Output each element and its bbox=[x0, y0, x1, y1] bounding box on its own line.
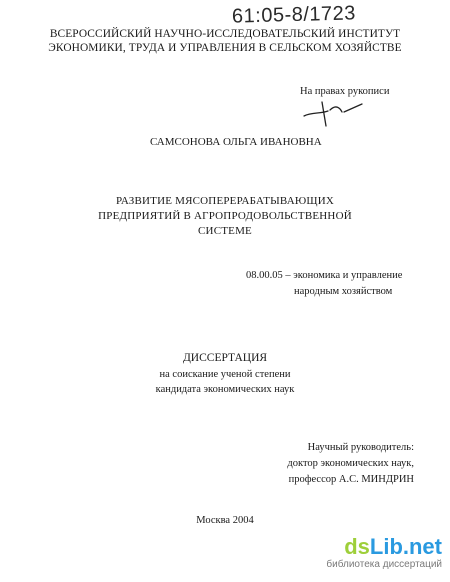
dissertation-heading: ДИССЕРТАЦИЯ bbox=[182, 352, 268, 364]
watermark-subtitle: библиотека диссертаций bbox=[326, 559, 442, 570]
advisor-block bbox=[254, 440, 414, 488]
specialty-line-1: 08.00.05 – экономика и управление bbox=[246, 270, 403, 281]
advisor-line-3: профессор А.С. МИНДРИН bbox=[288, 474, 414, 485]
institute-line-1: ВСЕРОССИЙСКИЙ НАУЧНО-ИССЛЕДОВАТЕЛЬСКИЙ ИНСТИТУТ bbox=[49, 28, 401, 40]
degree-line-1: на соискание ученой степени bbox=[159, 369, 291, 380]
archive-stamp: 61:05-8/1723 bbox=[231, 2, 357, 28]
rights-note: На правах рукописи bbox=[300, 86, 390, 97]
degree-line-2: кандидата экономических наук bbox=[155, 384, 295, 395]
dslib-watermark[interactable] bbox=[292, 535, 442, 570]
watermark-site bbox=[292, 535, 442, 559]
specialty-code bbox=[246, 268, 426, 300]
author-name: САМСОНОВА ОЛЬГА ИВАНОВНА bbox=[150, 136, 322, 148]
advisor-line-1: Научный руководитель: bbox=[307, 442, 414, 453]
dissertation-title bbox=[0, 194, 450, 239]
watermark-site-rest: Lib.net bbox=[369, 534, 442, 559]
watermark-site-prefix: ds bbox=[344, 534, 370, 559]
institute-name bbox=[0, 27, 450, 55]
institute-line-2: ЭКОНОМИКИ, ТРУДА И УПРАВЛЕНИЯ В СЕЛЬСКОМ ХОЗЯЙСТВЕ bbox=[48, 42, 402, 54]
city-year: Москва 2004 bbox=[196, 515, 254, 526]
specialty-line-2: народным хозяйством bbox=[294, 286, 393, 297]
dissertation-block bbox=[0, 352, 450, 397]
title-line-2: ПРЕДПРИЯТИЙ В АГРОПРОДОВОЛЬСТВЕННОЙ bbox=[98, 210, 352, 222]
handwritten-signature bbox=[300, 98, 370, 128]
title-line-1: РАЗВИТИЕ МЯСОПЕРЕРАБАТЫВАЮЩИХ bbox=[116, 195, 334, 207]
title-line-3: СИСТЕМЕ bbox=[198, 225, 252, 237]
advisor-line-2: доктор экономических наук, bbox=[287, 458, 414, 469]
